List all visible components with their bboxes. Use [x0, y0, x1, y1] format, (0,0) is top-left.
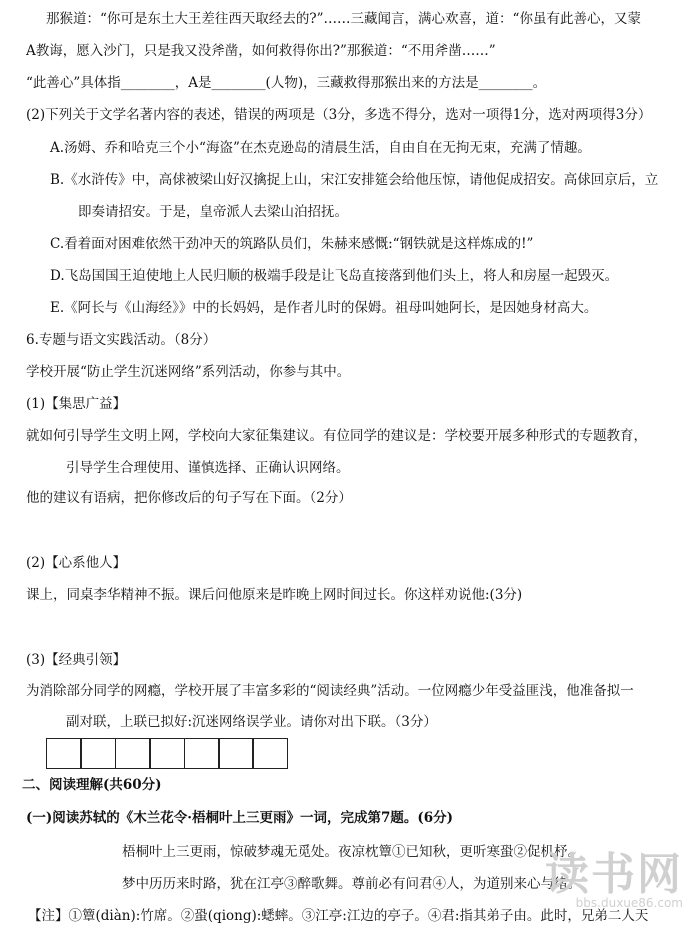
line-1: 那猴道：“你可是东土大王差往西天取经去的?”……三藏闻言，满心欢喜，道：“你虽有此善心，又蒙	[46, 11, 641, 27]
answer-box[interactable]	[46, 738, 82, 769]
question-2: (2)下列关于文学名著内容的表述，错误的两项是（3分，多选不得分，选对一项得1分，选对两项得3分）	[26, 107, 652, 123]
suggestion-text: 就如何引导学生文明上网，学校向大家征集建议。有位同学的建议是：学校要开展多种形式的专题教育，	[26, 428, 647, 444]
couplet-answer-boxes	[46, 738, 287, 769]
watermark-logo: 读书网	[545, 849, 683, 900]
answer-box[interactable]	[252, 738, 288, 769]
line-3: “此善心”具体指________，A是________(人物)，三藏救得那猴出来的方法是________。	[26, 75, 547, 91]
sub-question-1: (1)【集思广益】	[26, 396, 127, 412]
watermark	[545, 849, 683, 910]
option-b: B.《水浒传》中，高俅被梁山好汉擒捉上山，宋江安排筵会给他压惊，请他促成招安。高俅回京后，立	[50, 172, 659, 188]
answer-box[interactable]	[80, 738, 116, 769]
activity-intro: 学校开展“防止学生沉迷网络”系列活动，你参与其中。	[26, 364, 351, 380]
answer-box[interactable]	[218, 738, 254, 769]
suggestion-text-cont: 引导学生合理使用、谨慎选择、正确认识网络。	[66, 460, 350, 476]
option-a: A.汤姆、乔和哈克三个小“海盗”在杰克逊岛的清晨生活，自由自在无拘无束，充满了情趣。	[50, 140, 591, 156]
poem-line-1: 梧桐叶上三更雨，惊破梦魂无觅处。夜凉枕簟①已知秋，更听寒蛩②促机杼。	[122, 844, 581, 860]
question-6: 6.专题与语文实践活动。（8分）	[26, 332, 217, 348]
option-e: E.《阿长与《山海经》》中的长妈妈，是作者儿时的保姆。祖母叫她阿长，是因她身材高大。	[50, 300, 598, 316]
option-c: C.看着面对困难依然干劲冲天的筑路队员们，朱赫来感慨:“钢铁就是这样炼成的!”	[50, 236, 534, 252]
suggestion-instruction: 他的建议有语病，把你修改后的句子写在下面。（2分）	[26, 490, 352, 506]
couplet-intro: 为消除部分同学的网瘾，学校开展了丰富多彩的“阅读经典”活动。一位网瘾少年受益匪浅，他准备拟一	[26, 683, 634, 699]
advice-prompt: 课上，同桌李华精神不振。课后问他原来是昨晚上网时间过长。你这样劝说他:(3分)	[26, 587, 523, 603]
couplet-intro-cont: 副对联，上联已拟好:沉迷网络误学业。请你对出下联。（3分）	[66, 714, 437, 730]
sub-question-3: (3)【经典引领】	[26, 652, 127, 668]
poem-line-2: 梦中历历来时路，犹在江亭③醉歌舞。尊前必有问君④人，为道别来心与绪。	[122, 876, 581, 892]
watermark-url: bbs.duxue86.com	[575, 896, 683, 910]
poem-notes: 【注】①簟(diàn):竹席。②蛩(qiong):蟋蟀。③江亭:江边的亭子。④君:指其弟子由。此时，兄弟二人天	[28, 908, 649, 924]
answer-box[interactable]	[184, 738, 220, 769]
section-heading: 二、阅读理解(共60分)	[22, 777, 162, 793]
answer-box[interactable]	[115, 738, 151, 769]
option-d: D.飞岛国国王迫使地上人民归顺的极端手段是让飞岛直接落到他们头上，将人和房屋一起毁灭。	[50, 268, 619, 284]
sub-question-2: (2)【心系他人】	[26, 555, 127, 571]
reading-heading: (一)阅读苏轼的《木兰花令·梧桐叶上三更雨》一词，完成第7题。(6分)	[26, 810, 454, 826]
answer-box[interactable]	[149, 738, 185, 769]
option-b-cont: 即奏请招安。于是，皇帝派人去梁山泊招抚。	[78, 204, 348, 220]
line-2: A教诲，愿入沙门，只是我又没斧凿，如何救得你出?”那猴道：“不用斧凿……”	[26, 43, 496, 59]
